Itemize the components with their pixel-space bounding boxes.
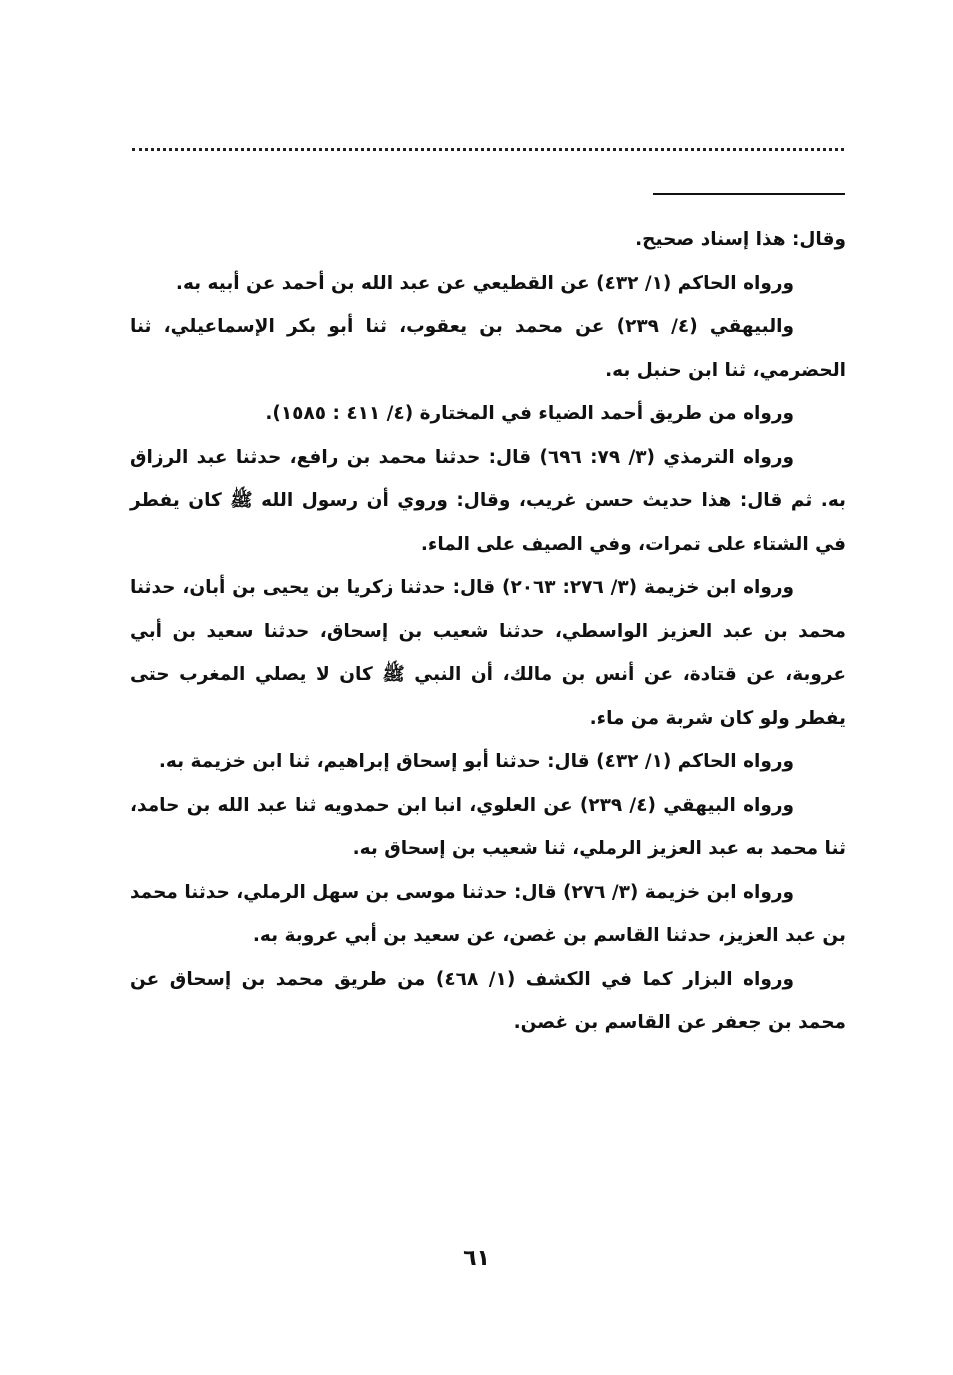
footnote-rule: [653, 193, 845, 195]
paragraph: وقال: هذا إسناد صحيح.: [635, 229, 846, 250]
paragraph: والبيهقي (٤/ ٢٣٩) عن محمد بن يعقوب، ثنا أبو بكر الإسماعيلي، ثنا الحضرمي، ثنا ابن حنبل به.: [130, 316, 846, 381]
paragraph: ورواه البيهقي (٤/ ٢٣٩) عن العلوي، انبا ابن حمدويه ثنا عبد الله بن حامد، ثنا محمد به عبد العزيز الرملي، ثنا شعيب بن إسحاق به.: [130, 794, 846, 859]
dotted-separator: [132, 148, 844, 151]
paragraph: ورواه الحاكم (١/ ٤٣٢) عن القطيعي عن عبد الله بن أحمد عن أبيه به.: [175, 272, 794, 294]
footnote-body: [130, 218, 846, 1045]
paragraph: ورواه الحاكم (١/ ٤٣٢) قال: حدثنا أبو إسحاق إبراهيم، ثنا ابن خزيمة به.: [158, 751, 794, 772]
paragraph: ورواه ابن خزيمة (٣/ ٢٧٦: ٢٠٦٣) قال: حدثنا زكريا بن يحيى بن أبان، حدثنا محمد بن عبد العزيز الواسطي، حدثنا شعيب بن إسحاق، حدثنا سعيد بن أبي عروبة، عن قتادة، عن أنس بن مالك، أن النبي ﷺ كان لا يصلي المغرب حتى يفطر ولو كان شربة من ماء.: [130, 577, 846, 729]
page-number: ٦١: [463, 1246, 490, 1271]
paragraph: ورواه الترمذي (٣/ ٧٩: ٦٩٦) قال: حدثنا محمد بن رافع، حدثنا عبد الرزاق به. ثم قال: هذا حديث حسن غريب، وقال: وروي أن رسول الله ﷺ كان يفطر في الشتاء على تمرات، وفي الصيف على الماء.: [130, 446, 846, 555]
paragraph: ورواه البزار كما في الكشف (١/ ٤٦٨) من طريق محمد بن إسحاق عن محمد بن جعفر عن القاسم بن غصن.: [130, 968, 846, 1033]
paragraph: ورواه من طريق أحمد الضياء في المختارة (٤/ ٤١١ : ١٥٨٥).: [265, 403, 794, 424]
paragraph: ورواه ابن خزيمة (٣/ ٢٧٦) قال: حدثنا موسى بن سهل الرملي، حدثنا محمد بن عبد العزيز، حدثنا القاسم بن غصن، عن سعيد بن أبي عروبة به.: [130, 881, 846, 946]
